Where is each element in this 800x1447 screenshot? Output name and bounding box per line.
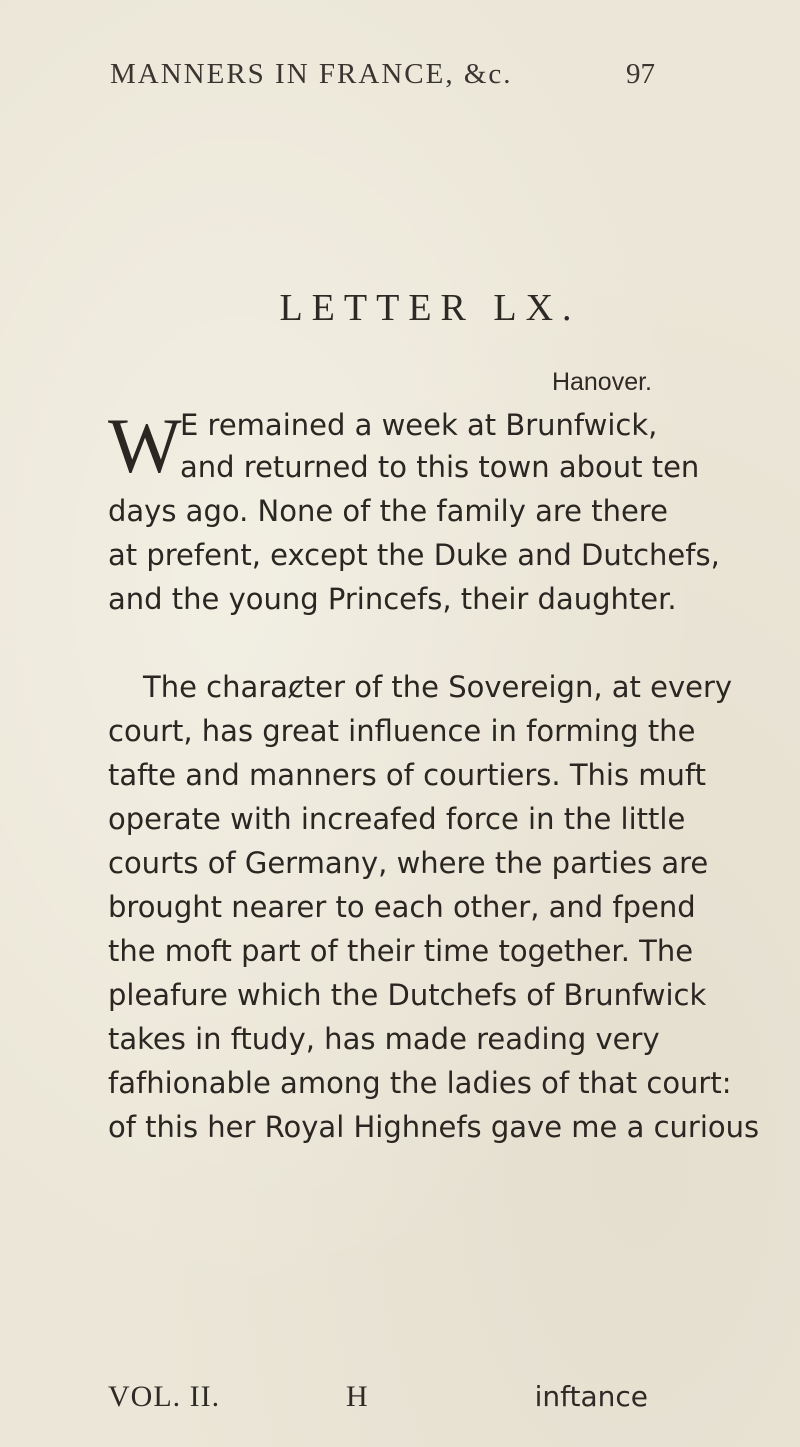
page-number: 97 (626, 58, 655, 90)
text-line: of this her Royal Highnefs gave me a curious (108, 1110, 760, 1144)
text-line: pleafure which the Dutchefs of Brunfwick (108, 978, 707, 1012)
page-footer (108, 1380, 648, 1420)
running-head (110, 58, 655, 98)
text-line: E remained a week at Brunfwick, (180, 408, 658, 442)
volume-label: VOL. II. (108, 1380, 221, 1413)
text-line: courts of Germany, where the parties are (108, 846, 709, 880)
running-head-title: MANNERS IN FRANCE, &c. (110, 58, 513, 90)
text-line: The charaȼter of the Sovereign, at every (143, 670, 733, 704)
text-line: operate with increafed force in the little (108, 802, 686, 836)
text-line: court, has great influence in forming the (108, 714, 696, 748)
signature-mark: H (346, 1380, 368, 1413)
text-line: tafte and manners of courtiers. This muft (108, 758, 706, 792)
text-line: fafhionable among the ladies of that court: (108, 1066, 732, 1100)
catchword: inftance (534, 1380, 648, 1413)
text-line: at prefent, except the Duke and Dutchefs, (108, 538, 720, 572)
text-line: days ago. None of the family are there (108, 494, 668, 528)
drop-cap: W (108, 402, 182, 489)
letter-place: Hanover. (551, 368, 652, 396)
letter-heading: LETTER LX. (279, 287, 581, 329)
text-line: the moft part of their time together. The (108, 934, 694, 968)
text-line: and the young Princefs, their daughter. (108, 582, 677, 616)
text-line: brought nearer to each other, and fpend (108, 890, 696, 924)
text-line: takes in ftudy, has made reading very (108, 1022, 660, 1056)
text-line: and returned to this town about ten (180, 450, 700, 484)
